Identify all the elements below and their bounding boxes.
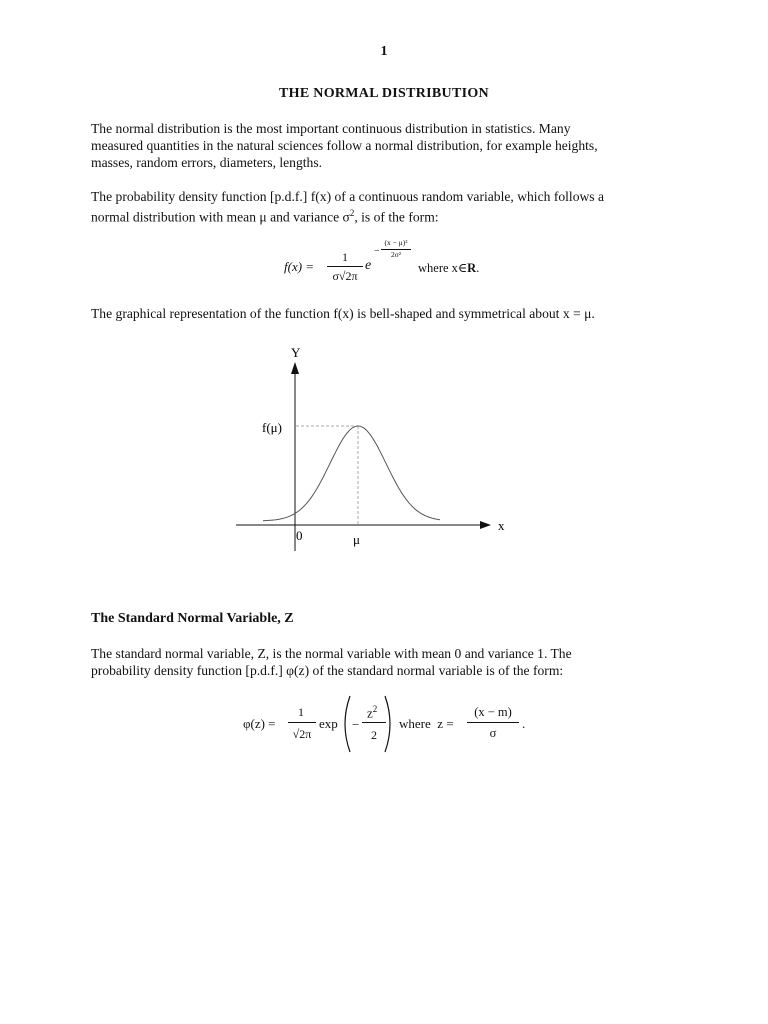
intro-line-1: The normal distribution is the most important continuous distribution in statistics. Many [91,121,571,136]
formula2-z-denominator: 2 [371,728,377,742]
formula1-denominator: σ√2π [332,269,358,283]
formula2-z-letter: z [367,705,373,721]
formula1-exp-sign: − [374,246,380,257]
pdf-line-2-a: normal distribution with mean μ and variance σ [91,209,350,225]
intro-line-2: measured quantities in the natural sciences follow a normal distribution, for example heights, [91,138,598,153]
graph-description-line: The graphical representation of the function f(x) is bell-shaped and symmetrical about x = μ. [91,306,595,321]
formula2-z-superscript: 2 [372,704,378,714]
formula1-exp-denominator: 2σ² [390,250,402,259]
page-number: 1 [380,44,388,59]
formula2-where: where z = [399,716,454,731]
std-line-2: probability density function [p.d.f.] φ(z) of the standard normal variable is of the form: [91,663,564,678]
formula1-exp-numerator: (x − μ)² [384,238,408,247]
left-parenthesis [338,695,352,753]
formula2-lhs: φ(z) = [243,716,276,731]
formula2-frac-denominator: σ [489,726,497,740]
origin-label: 0 [296,528,303,543]
std-line-1: The standard normal variable, Z, is the normal variable with mean 0 and variance 1. The [91,646,572,661]
formula2-frac-bar [467,722,519,723]
pdf-line-1: The probability density function [p.d.f.] f(x) of a continuous random variable, which follows a [91,189,605,204]
standard-normal-heading: The Standard Normal Variable, Z [91,611,294,626]
y-axis-label: Y [291,345,301,360]
formula2-period: . [522,716,526,731]
formula2-frac-numerator: (x − m) [474,705,512,719]
formula1-period: . [476,261,480,275]
formula2-fraction-bar [288,722,316,723]
formula1-lhs: f(x) = [284,259,315,274]
formula1-base: e [365,258,372,273]
formula2-denominator: √2π [292,727,312,741]
formula1-where-text: where x∈ [418,261,468,275]
variance-superscript: 2 [349,208,355,218]
document-title: THE NORMAL DISTRIBUTION [279,86,489,101]
standard-normal-formula [0,692,768,756]
standard-normal-paragraph [91,645,691,679]
pdf-line-2-b: , is of the form: [354,209,439,225]
y-axis-arrow [291,362,299,374]
mean-annotation: μ [353,532,360,547]
x-axis-arrow [480,521,491,529]
density-curve [263,426,440,521]
formula2-minus: − [352,717,360,732]
formula2-exp: exp [319,716,338,731]
x-axis-label: x [498,518,505,533]
formula1-numerator: 1 [342,250,348,264]
formula1-real-set: R [467,261,477,275]
formula2-numerator: 1 [298,705,304,719]
right-parenthesis [383,695,397,753]
formula2-z [367,704,377,721]
peak-annotation: f(μ) [262,420,282,435]
intro-line-3: masses, random errors, diameters, lengths. [91,155,323,170]
